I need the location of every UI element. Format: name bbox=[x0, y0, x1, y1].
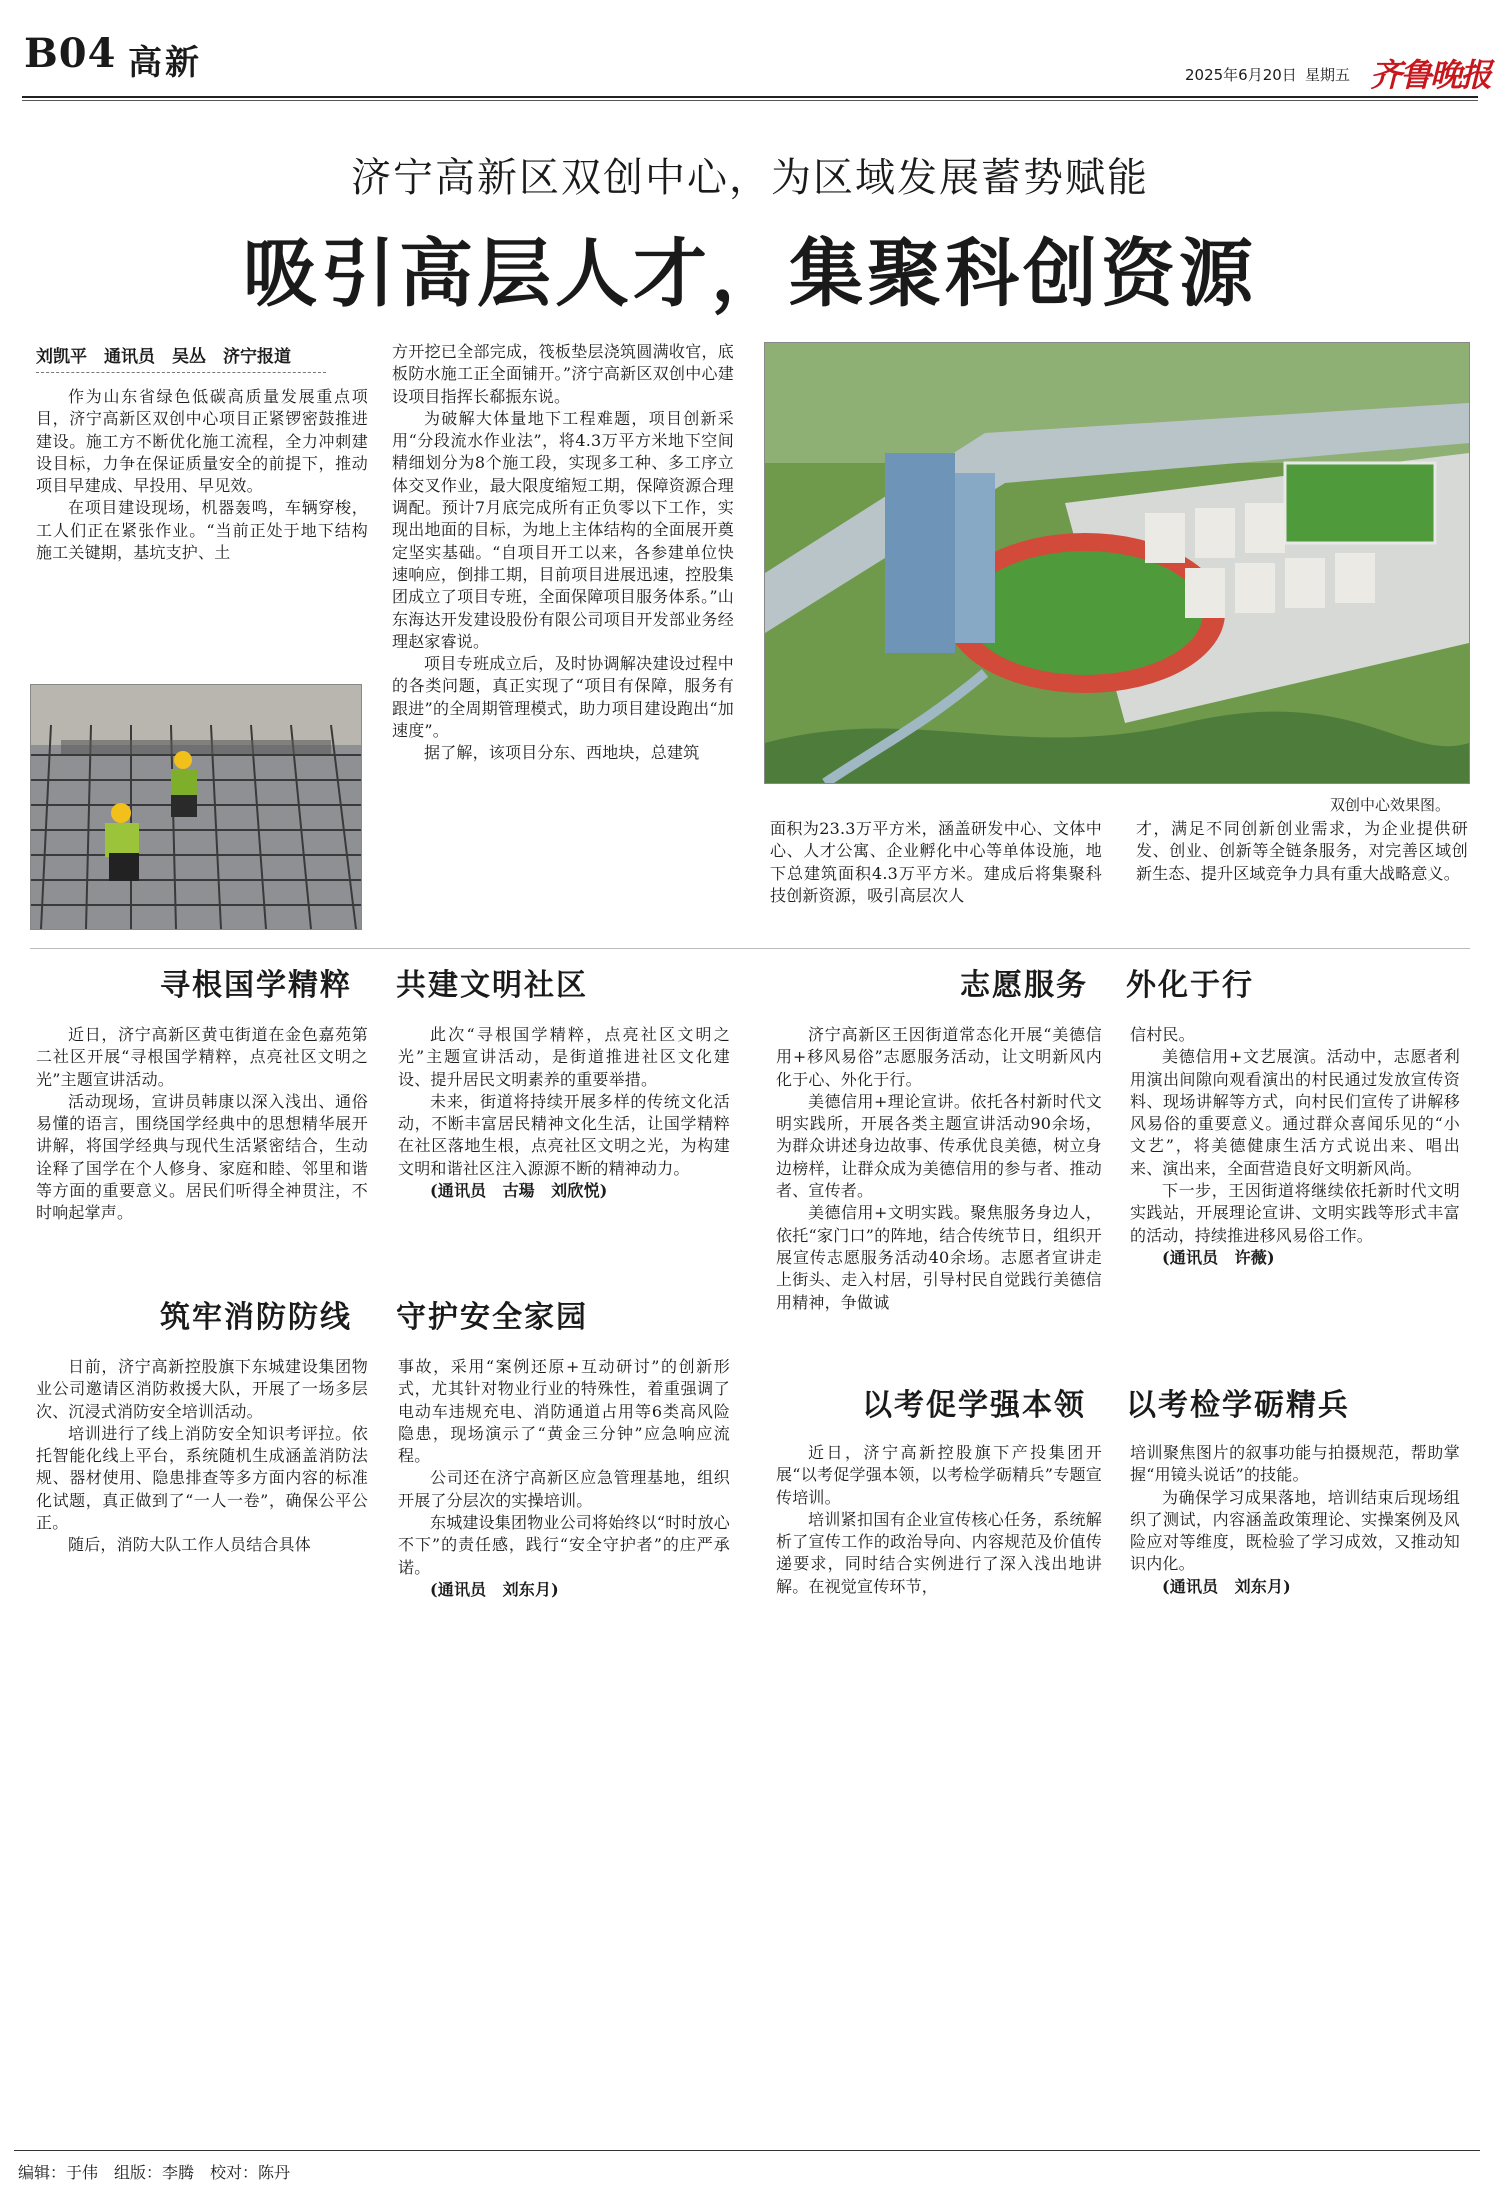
lead-col4 bbox=[1136, 818, 1468, 885]
paragraph: 近日，济宁高新区黄屯街道在金色嘉苑第二社区开展“寻根国学精粹，点亮社区文明之光”主题宣讲活动。 bbox=[36, 1025, 368, 1089]
story3-credit: (通讯员 许薇) bbox=[1162, 1247, 1275, 1267]
story2-col1 bbox=[36, 1024, 368, 1225]
story2-title-left: 寻根国学精粹 bbox=[160, 968, 352, 1003]
paragraph: 项目专班成立后，及时协调解决建设过程中的各类问题，真正实现了“项目有保障，服务有跟进”的全周期管理模式，助力项目建设跑出“加速度”。 bbox=[392, 654, 734, 741]
story5-col1 bbox=[776, 1442, 1102, 1598]
story4-title-right: 守护安全家园 bbox=[396, 1300, 588, 1335]
rebar-workers-image bbox=[31, 685, 361, 929]
header-rule-thin bbox=[22, 100, 1478, 101]
story2-title-right: 共建文明社区 bbox=[396, 968, 588, 1003]
lead-col3 bbox=[770, 818, 1102, 907]
lead-kicker: 济宁高新区双创中心，为区域发展蓄势赋能 bbox=[351, 155, 1149, 201]
paragraph: 培训紧扣国有企业宣传核心任务，系统解析了宣传工作的政治导向、内容规范及价值传递要求，同时结合实例进行了深入浅出地讲解。在视觉宣传环节， bbox=[776, 1509, 1102, 1596]
story4-title-left: 筑牢消防防线 bbox=[160, 1300, 352, 1335]
paragraph: 信村民。 bbox=[1130, 1025, 1195, 1044]
story3-title-right: 外化于行 bbox=[1126, 968, 1254, 1003]
paragraph: 未来，街道将持续开展多样的传统文化活动，不断丰富居民精神文化生活，让国学精粹在社区落地生根，点亮社区文明之光，为构建文明和谐社区注入源源不断的精神动力。 bbox=[398, 1091, 730, 1178]
paragraph: 事故，采用“案例还原+互动研讨”的创新形式，尤其针对物业行业的特殊性，着重强调了电动车违规充电、消防通道占用等6类高风险隐患，现场演示了“黄金三分钟”应急响应流程。 bbox=[398, 1357, 730, 1466]
footer-rule bbox=[14, 2150, 1480, 2151]
paragraph: 培训进行了线上消防安全知识考评拉。依托智能化线上平台，系统随机生成涵盖消防法规、器材使用、隐患排查等多方面内容的标准化试题，真正做到了“一人一卷”，确保公平公正。 bbox=[36, 1423, 368, 1533]
story3-title-left: 志愿服务 bbox=[960, 968, 1088, 1003]
story5-title-left: 以考促学强本领 bbox=[862, 1388, 1086, 1423]
story4-col1 bbox=[36, 1356, 368, 1557]
header-rule bbox=[22, 96, 1478, 98]
innovation-center-rendering bbox=[764, 342, 1470, 784]
issue-date: 2025年6月20日 bbox=[1185, 66, 1297, 84]
paragraph: 此次“寻根国学精粹，点亮社区文明之光”主题宣讲活动，是街道推进社区文化建设、提升居民文明素养的重要举措。 bbox=[398, 1025, 730, 1089]
lead-byline: 刘凯平 通讯员 吴丛 济宁报道 bbox=[36, 347, 291, 367]
paragraph: 活动现场，宣讲员韩康以深入浅出、通俗易懂的语言，围绕国学经典中的思想精华展开讲解，将国学经典与现代生活紧密结合，生动诠释了国学在个人修身、家庭和睦、邻里和谐等方面的重要意义。居民们听得全神贯注，不时响起掌声。 bbox=[36, 1091, 368, 1223]
paragraph: 为确保学习成果落地，培训结束后现场组织了测试，内容涵盖政策理论、实操案例及风险应对等维度，既检验了学习成效，又推动知识内化。 bbox=[1130, 1487, 1460, 1574]
lead-col1 bbox=[36, 386, 368, 564]
paragraph: 美德信用+理论宣讲。依托各村新时代文明实践所，开展各类主题宣讲活动90余场，为群众讲述身边故事、传承优良美德，树立身边榜样，让群众成为美德信用的参与者、推动者、宣传者。 bbox=[776, 1091, 1102, 1201]
masthead-logo: 齐鲁晚报 bbox=[1370, 56, 1491, 94]
story3-col1 bbox=[776, 1024, 1102, 1314]
paragraph: 培训聚焦图片的叙事功能与拍摄规范，帮助掌握“用镜头说话”的技能。 bbox=[1130, 1443, 1460, 1485]
story2-credit: (通讯员 古瑒 刘欣悦) bbox=[430, 1181, 608, 1201]
story5-title-right: 以考检学砺精兵 bbox=[1126, 1388, 1350, 1423]
paragraph: 公司还在济宁高新区应急管理基地，组织开展了分层次的实操培训。 bbox=[398, 1468, 730, 1510]
photo-caption: 双创中心效果图。 bbox=[1330, 796, 1451, 814]
construction-site-photo bbox=[30, 684, 362, 930]
page-code: B04 bbox=[24, 30, 117, 77]
paragraph: 在项目建设现场，机器轰鸣，车辆穿梭，工人们正在紧张作业。“当前正处于地下结构施工关键期，基坑支护、土 bbox=[36, 498, 368, 563]
aerial-rendering-image bbox=[765, 343, 1469, 783]
lead-headline: 吸引高层人才，集聚科创资源 bbox=[243, 231, 1257, 317]
footer-credits: 编辑：于伟 组版：李腾 校对：陈丹 bbox=[18, 2163, 291, 2182]
paragraph: 东城建设集团物业公司将始终以“时时放心不下”的责任感，践行“安全守护者”的庄严承诺。 bbox=[398, 1513, 730, 1577]
story5-credit: (通讯员 刘东月) bbox=[1162, 1576, 1291, 1596]
paragraph: 为破解大体量地下工程难题，项目创新采用“分段流水作业法”，将4.3万平方米地下空间精细划分为8个施工段，实现多工种、多工序立体交叉作业，最大限度缩短工期，保障资源合理调配。预计7月底完成所有正负零以下工作，实现出地面的目标，为地上主体结构的全面展开奠定坚实基础。“自项目开工以来，各参建单位快速响应，倒排工期，目前项目进展迅速，控股集团成立了项目专班，全面保障项目服务体系。”山东海达开发建设股份有限公司项目开发部业务经理赵家睿说。 bbox=[392, 408, 734, 651]
story2-col2 bbox=[398, 1024, 730, 1202]
story4-col2 bbox=[398, 1356, 730, 1601]
lead-divider bbox=[30, 948, 1470, 949]
story4-credit: (通讯员 刘东月) bbox=[430, 1579, 559, 1599]
paragraph: 下一步，王因街道将继续依托新时代文明实践站，开展理论宣讲、文明实践等形式丰富的活动，持续推进移风易俗工作。 bbox=[1130, 1181, 1460, 1245]
paragraph: 济宁高新区王因街道常态化开展“美德信用+移风易俗”志愿服务活动，让文明新风内化于心、外化于行。 bbox=[776, 1025, 1102, 1089]
byline-rule bbox=[36, 372, 326, 373]
story5-col2 bbox=[1130, 1442, 1460, 1598]
paragraph: 近日，济宁高新控股旗下产投集团开展“以考促学强本领，以考检学砺精兵”专题宣传培训。 bbox=[776, 1443, 1102, 1507]
section-name: 高新 bbox=[128, 43, 202, 83]
paragraph: 美德信用+文明实践。聚焦服务身边人，依托“家门口”的阵地，结合传统节日，组织开展宣传志愿服务活动40余场。志愿者宣讲走上街头、走入村居，引导村民自觉践行美德信用精神，争做诚 bbox=[776, 1203, 1102, 1312]
paragraph: 随后，消防大队工作人员结合具体 bbox=[68, 1535, 312, 1555]
issue-weekday: 星期五 bbox=[1305, 66, 1351, 84]
paragraph: 才，满足不同创新创业需求，为企业提供研发、创业、创新等全链条服务，对完善区域创新生态、提升区域竞争力具有重大战略意义。 bbox=[1136, 819, 1468, 883]
paragraph: 方开挖已全部完成，筏板垫层浇筑圆满收官，底板防水施工正全面铺开。”济宁高新区双创中心建设项目指挥长郗振东说。 bbox=[392, 342, 734, 406]
paragraph: 美德信用+文艺展演。活动中，志愿者利用演出间隙向观看演出的村民通过发放宣传资料、现场讲解等方式，向村民们宣传了讲解移风易俗的重要意义。通过群众喜闻乐见的“小文艺”，将美德健康生活方式说出来、唱出来、演出来，全面营造良好文明新风尚。 bbox=[1130, 1047, 1460, 1178]
paragraph: 据了解，该项目分东、西地块，总建筑 bbox=[424, 743, 700, 763]
paragraph: 面积为23.3万平方米，涵盖研发中心、文体中心、人才公寓、企业孵化中心等单体设施，地下总建筑面积4.3万平方米。建成后将集聚科技创新资源，吸引高层次人 bbox=[770, 819, 1102, 905]
lead-col2 bbox=[392, 341, 734, 765]
paragraph: 作为山东省绿色低碳高质量发展重点项目，济宁高新区双创中心项目正紧锣密鼓推进建设。施工方不断优化施工流程，全力冲刺建设目标，力争在保证质量安全的前提下，推动项目早建成、早投用、早见效。 bbox=[36, 387, 368, 496]
paragraph: 日前，济宁高新控股旗下东城建设集团物业公司邀请区消防救援大队，开展了一场多层次、沉浸式消防安全培训活动。 bbox=[36, 1357, 368, 1421]
story3-col2 bbox=[1130, 1024, 1460, 1269]
